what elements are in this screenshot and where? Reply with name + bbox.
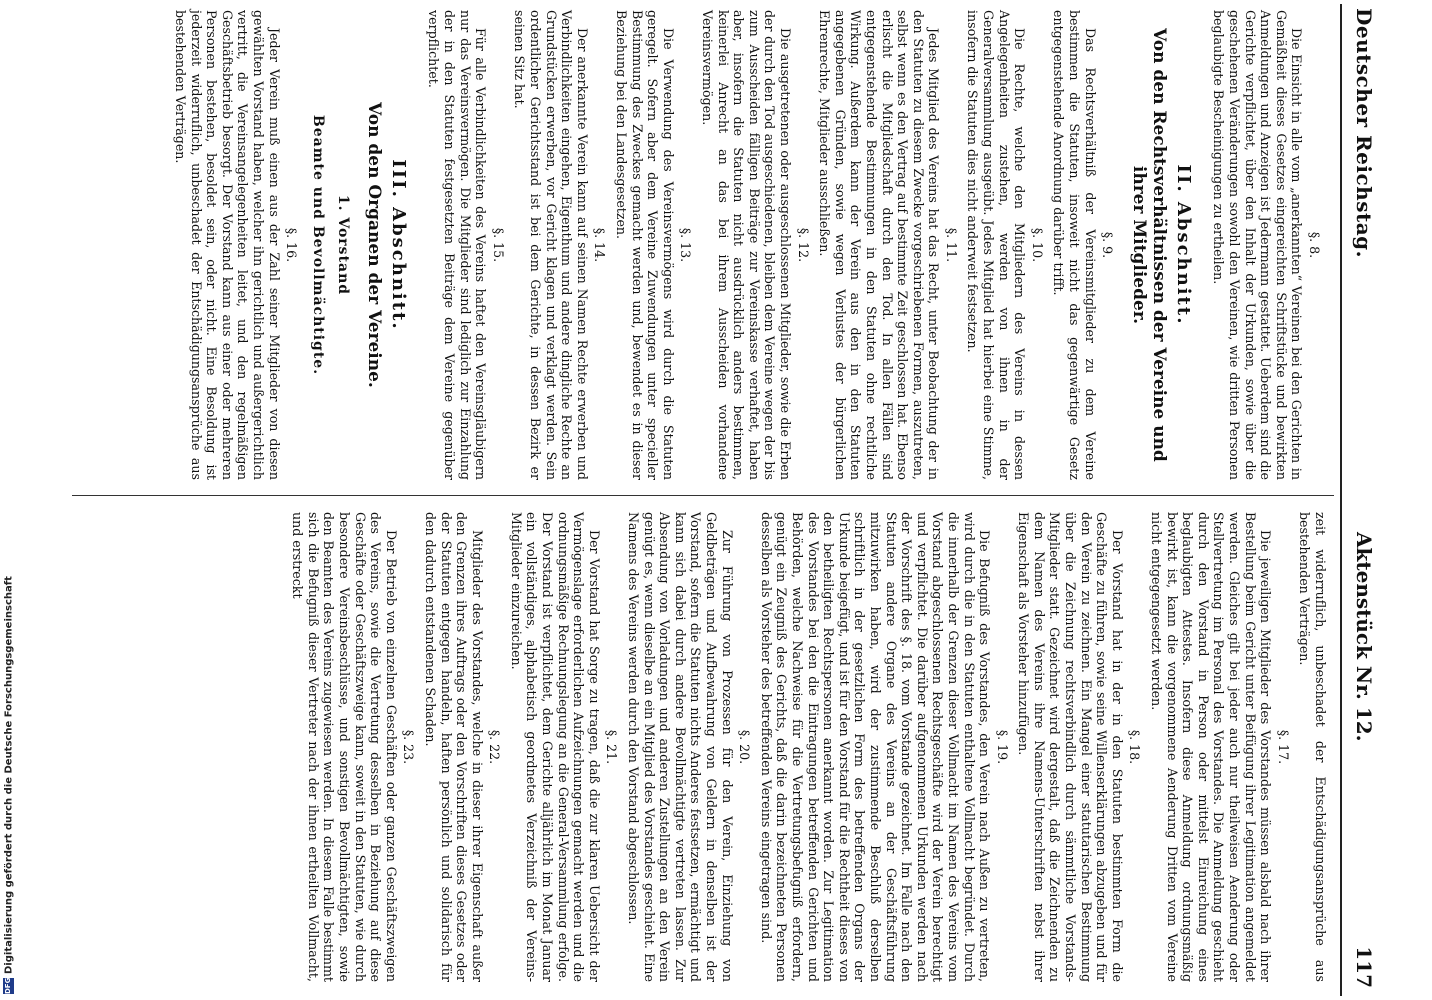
section-mark: §. 12. bbox=[795, 227, 811, 263]
section-mark: §. 23. bbox=[401, 729, 417, 765]
paragraph: Mitglieder des Vorstandes, welche in dieser ihrer Eigenschaft außer den Grenzen ihres Auftrags oder den Vorschriften dieses Gesetzes oder der Statuten entgegen handeln, haften persönlich und solidarisch für den dadurch entstandenen Schaden. bbox=[422, 512, 485, 982]
credit-text: Digitalisierung gefördert durch die Deutsche Forschungsgemeinschaft bbox=[3, 576, 15, 974]
digitization-credit bbox=[3, 4, 15, 994]
section-mark: §. 19. bbox=[994, 729, 1010, 765]
section-mark: §. 20. bbox=[737, 729, 753, 765]
section-mark: §. 8. bbox=[1307, 231, 1322, 259]
section-mark: §. 9. bbox=[1100, 231, 1116, 259]
paragraph: Zur Führung von Prozessen für den Verein, Einziehung von Geldbeträgen und Aufbewahrung von Geldern in denselben ist der Vorstand, sofern die Statuten nichts Anderes festsetzen, ermächtigt und kann sich dabei durch andere Bevollmächtigte vertreten lassen. Zur Absendung von Vorladungen und anderen Zustellungen an den Verein genügt es, wenn dieselbe an ein Mitglied des Vorstandes geschieht. Eine Namens des Vereins werden durch den Vorstand abgeschlossen. bbox=[626, 512, 735, 982]
section-mark: §. 10. bbox=[1029, 227, 1045, 263]
footer-strip bbox=[0, 0, 30, 1000]
section-heading: III. Abschnitt. bbox=[387, 159, 409, 331]
section-mark: §. 14. bbox=[592, 227, 608, 263]
column-divider bbox=[72, 495, 1334, 496]
section-mark: §. 16. bbox=[284, 227, 300, 263]
section-mark: §. 18. bbox=[1127, 729, 1143, 765]
section-mark: §. 11. bbox=[943, 227, 959, 263]
paragraph: Der Vorstand hat in der in den Statuten bestimmten Form die Geschäfte zu führen, sowie seine Willenserklärungen abzugeben und für den Verein zu zeichnen. Ein Mangel einer statutarischen Bestimmung über die Zeichnung rechtsverbindlich durch sämmtliche Vorstands-Mitglieder statt. Gezeichnet wird dergestalt, daß die Zeichnenden zu dem Namen des Vereins ihre Namens-Unterschriften nebst ihrer Eigenschaft als Vorsteher hinzufügen. bbox=[1016, 512, 1125, 982]
paragraph: Die Rechte, welche den Mitgliedern des Vereins in dessen Angelegenheiten zustehen, werden von ihnen in der Generalversammlung ausgeübt. Jedes Mitglied hat hierbei eine Stimme, insofern die Statuten dies nicht anderweit festsetzen. bbox=[965, 10, 1028, 480]
section-mark: §. 22. bbox=[487, 729, 503, 765]
left-column bbox=[172, 10, 1328, 480]
paragraph: Die Verwendung des Vereinsvermögens wird durch die Statuten geregelt. Sofern aber dem Vereine Zuwendungen unter specieller Bestimmung des Zweckes gemacht werden und, bewendet es in dieser Beziehung bei den Landesgesetzen. bbox=[614, 10, 676, 480]
section-mark: §. 21. bbox=[604, 729, 620, 765]
section-mark: §. 17. bbox=[1275, 729, 1291, 765]
section-title: Von den Rechtsverhältnissen der Vereine und ihrer Mitglieder. bbox=[1129, 28, 1170, 462]
paragraph: Der anerkannte Verein kann auf seinen Namen Rechte erwerben und Verbindlichkeiten eingehen, Eigenthum und andere dingliche Rechte an Grundstücken erwerben, vor Gericht klagen und verklagt werden. Sein ordentlicher Gerichtsstand ist bei dem Gerichte, in dessen Bezirk er seinen Sitz hat. bbox=[512, 10, 590, 480]
paragraph: Die ausgetretenen oder ausgeschlossenen Mitglieder, sowie die Erben der durch den Tod ausgeschiedenen, bleiben dem Vereine wegen der bis zum Ausscheiden fälligen Beiträge zur Vereinskasse verhaftet, haben aber, insofern die Statuten nicht ausdrücklich anders bestimmen, keinerlei Anrecht an das bei ihrem Ausscheiden vorhandene Vereinsvermögen. bbox=[700, 10, 793, 480]
scanned-page bbox=[64, 4, 1386, 996]
paragraph: Die Befugniß des Vorstandes, den Verein nach Außen zu vertreten, wird durch die in den Statuten enthaltene Vollmacht begründet. Durch die innerhalb der Grenzen dieser Vollmacht im Namen des Vereins vom Vorstand abgeschlossenen Rechtsgeschäfte wird der Verein berechtigt und verpflichtet. Die darüber aufgenommenen Urkunden werden nach der Vorschrift des §. 18. vom Vorstande gezeichnet. Im Falle nach den Statuten andere Organe des Vereins an der Geschäftsführung mitzuwirken haben, wird der zustimmende Beschluß derselben schriftlich in der gesetzlichen Form des betreffenden Organs der Urkunde beigefügt, und ist für den Vorstand für die Rechtheit dieses von den betheiligten Rechtspersonen anerkannt worden. Zur Legitimation des Vorstandes bei den die Eintragungen betreffenden Gerichten und Behörden, welche Nachweise für die Vertretungsbefugniß erfordern, genügt ein Zeugniß des Gerichts, daß die darin bezeichneten Personen desselben als Vorsteher des betreffenden Vereins eingetragen sind. bbox=[758, 512, 993, 982]
paragraph: Der Vorstand hat Sorge zu tragen, daß die zur klaren Uebersicht der Vermögenslage erforderlichen Aufzeichnungen gemacht werden und die ordnungsmäßige Rechnungslegung an die General-Versammlung erfolge. Der Vorstand ist verpflichtet, dem Gerichte alljährlich im Monat Januar ein vollständiges, alphabetisch geordnetes Verzeichniß der Vereins-Mitglieder einzureichen. bbox=[508, 512, 602, 982]
paragraph: Die jeweiligen Mitglieder des Vorstandes müssen alsbald nach ihrer Bestellung beim Gericht unter Beifügung ihrer Legitimation angemeldet werden. Gleiches gilt bei jeder auch nur theilweisen Aenderung oder Stellvertretung im Personal des Vorstandes. Die Anmeldung geschieht durch den Vorstand in Person oder mittelst Einreichung eines beglaubigten Attestes. Insofern diese Anmeldung ordnungsmäßig bewirkt ist, kann die vorgenommene Aenderung Dritten vom Vereine nicht entgegengesetzt werden. bbox=[1149, 512, 1274, 982]
section-title: Von den Organen der Vereine. bbox=[364, 102, 385, 388]
subsection-title: 1. Vorstand bbox=[335, 194, 352, 296]
section-heading: II. Abschnitt. bbox=[1172, 164, 1194, 326]
paragraph: Für alle Verbindlichkeiten des Vereins haftet den Vereinsgläubigern nur das Vereinsvermögen. Die Mitglieder sind lediglich zur Einzahlung der in den Statuten festgesetzten Beiträge dem Vereine gegenüber verpflichtet. bbox=[426, 10, 489, 480]
page-number: 117 bbox=[1352, 946, 1376, 988]
subsection-subtitle: Beamte und Bevollmächtigte. bbox=[309, 114, 326, 376]
paragraph: Jeder Verein muß einen aus der Zahl seiner Mitglieder von diesen gewählten Vorstand haben, welcher ihn gerichtlich und außergerichtlich vertritt, die Vereinsangelegenheiten leitet, und den regelmäßigen Geschäftsbetrieb besorgt. Der Vorstand kann aus einer oder mehreren Personen bestehen, besoldet sein, oder nicht. Eine Besoldung ist jederzeit widerruflich, unbeschadet der Entschädigungsansprüche aus bestehenden Verträgen. bbox=[172, 10, 282, 480]
page-header bbox=[1340, 4, 1386, 996]
paragraph: Das Rechtsverhältniß der Vereinsmitglieder zu dem Vereine bestimmen die Statuten, insoweit nicht das gegenwärtige Gesetz entgegenstehende Anordnung darüber trifft. bbox=[1051, 10, 1098, 480]
header-document-number: Aktenstück Nr. 12. bbox=[1352, 532, 1376, 742]
paragraph-continuation: zeit widerruflich, unbeschadet der Entschädigungsansprüche aus bestehenden Verträgen. bbox=[1297, 512, 1328, 982]
paragraph: Der Betrieb von einzelnen Geschäften oder ganzen Geschäftszweigen des Vereins, sowie die Vertretung desselben in Beziehung auf diese Geschäfte oder Geschäftszweige kann, soweit in den Statuten, wie durch besondere Vereinsbeschlüsse, und sonstigen Bevollmächtigten, sowie den Beamten des Vereins zugewiesen werden. In diesem Falle bestimmt sich die Befugniß dieser Vertreter nach der ihnen ertheilten Vollmacht, und erstreckt bbox=[290, 512, 399, 982]
section-mark: §. 15. bbox=[490, 227, 506, 263]
header-publication: Deutscher Reichstag. bbox=[1352, 8, 1376, 259]
dfg-logo: DFG bbox=[4, 977, 12, 994]
right-column bbox=[290, 512, 1328, 982]
paragraph: Jedes Mitglied des Vereins hat das Recht, unter Beobachtung der in den Statuten zu diesem Zwecke vorgeschriebenen Formen, auszutreten, selbst wenn es den Vertrag auf bestimmte Zeit geschlossen hat. Ebenso erlischt die Mitgliedschaft durch den Tod. In allen Fällen sind entgegenstehende Bestimmungen in den Statuten ohne rechtliche Wirkung. Außerdem kann der Verein aus den in den Statuten angegebenen Gründen, sowie wegen Verlustes der bürgerlichen Ehrenrechte, Mitglieder ausschließen. bbox=[817, 10, 942, 480]
paragraph: Die Einsicht in alle vom „anerkannten“ Vereinen bei den Gerichten in Gemäßheit dieses Gesetzes eingereichten Schriftstücke und bewirkten Anmeldungen und Anzeigen ist Jedermann gestattet. Ueberdem sind die Gerichte verpflichtet, über den Inhalt der Urkunden, sowie über die geschehenen Veränderungen sowohl den Vereinen, wie dritten Personen beglaubigte Bescheinigungen zu ertheilen. bbox=[1211, 10, 1305, 480]
section-mark: §. 13. bbox=[678, 227, 694, 263]
